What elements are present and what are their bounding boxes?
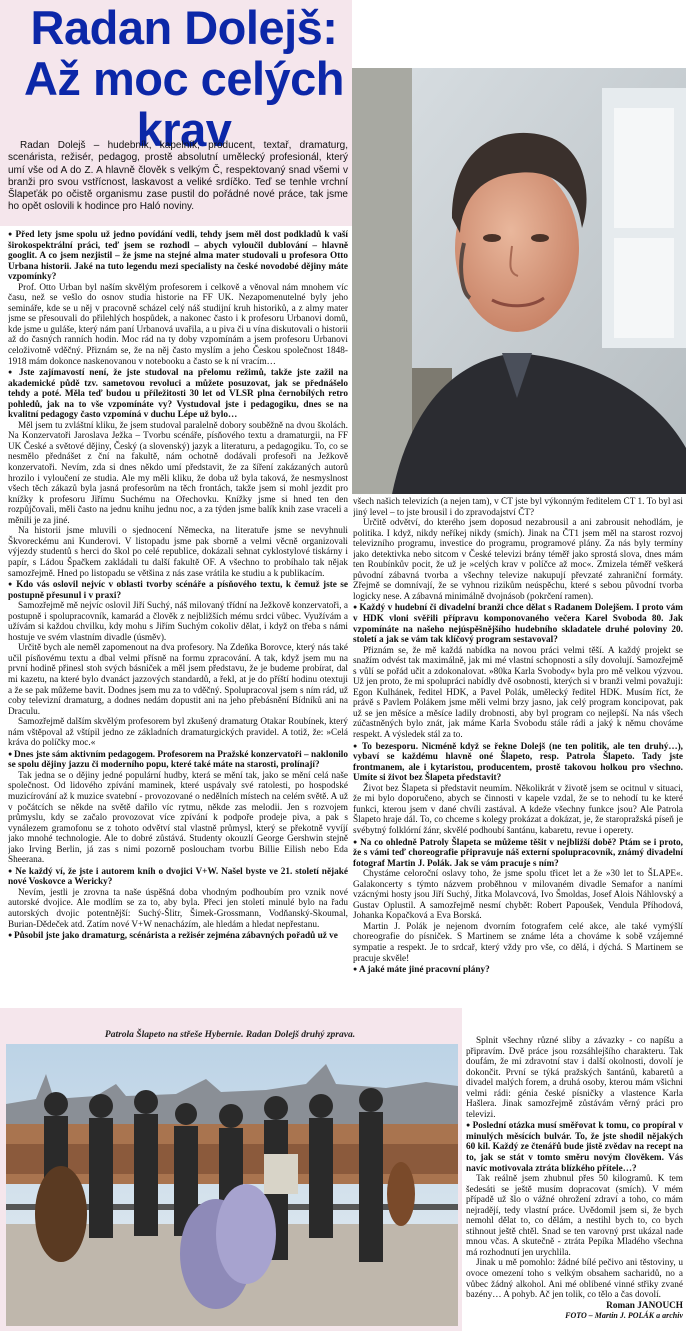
interview-question: ● Kdo vás oslovil nejvíc v oblasti tvorby scénáře a písňového textu, k čemuž jste se postupně přesunul i v praxi? (8, 579, 348, 601)
paragraph: všech našich televizích (a nejen tam), v ČT jste byl výkonným ředitelem ČT 1. To byl asi jiný level – to jste brousil i do zpravodajství ČT? (353, 497, 683, 518)
article-column-1 (8, 229, 348, 1029)
paragraph: Samozřejmě dalším skvělým profesorem byl zkušený dramaturg Otakar Roubínek, který nám vštěpoval až vštípil jedno ze základních dramaturgických pravidel. A totiž, že: »Celá kráva do políčky moc.« (8, 717, 348, 749)
paragraph: Tak reálně jsem zhubnul přes 50 kilogramů. K tem šedesáti se ještě musím dopracovat (smích). V mém případě už šlo o vážné ohrožení zdraví a toho, co mám nejradějí, tedy vlastní práce. Uvědomil jsem si, že bych nemohl dělat to, co dělám, a nestihl bych to, co bych stihnout ještě chtěl. Snad se ten varovný prst ukázal nade mnou včas. A skutečně - ztráta Pepíka Mladého všechna má rozhodnutí jen urychlila. (466, 1174, 683, 1258)
paragraph: Jinak u mě pomohlo: žádné bílé pečivo ani těstoviny, u ovoce omezení toho s velkým obsahem sacharidů, no a vůbec žádný alkohol. Ani mé oblíbené vinné střiky zvané bazény… A pohyb. Ač jen tolik, co tělo a čas dovolí. (466, 1258, 683, 1301)
interview-question: ● Působil jste jako dramaturg, scénárista a režisér zejména zábavných pořadů už ve (8, 930, 348, 942)
photo-credit: FOTO – Martin J. POLÁK a archiv (565, 1311, 683, 1321)
lead-paragraph: Radan Dolejš – hudebník, kapelník, producent, textař, dramaturg, scenárista, režisér, pedagog, prostě absolutní umělecký profesionál, který umí vše od A do Z. A hlavně člověk s velkým Č, respektovaný snad všemi v branži pro svou vstřícnost, laskavost a veliké srdíčko. Teď se tenhle vrchní Šlapeťák po očistě organismu zase pustil do pořádné nové práce, tak jsme ho opět oslovili k hodince pro Haló noviny. (8, 140, 348, 213)
paragraph: Martin J. Polák je nejenom dvorním fotografem celé akce, ale také vymýšlí choreografie do písniček. S Martinem se známe léta a chováme k sobě vzájemné sympatie a respekt. Je to srdcař, který vždy pro vše, co dělá, i dýchá. S Martinem se pracuje skvěle! (353, 921, 683, 964)
paragraph: Tak jedna se o dějiny jedné populární hudby, která se mění tak, jako se mění celá naše společnost. Od lidového zpívání maminek, které uspávaly své ratolesti, po hospodské muzicírování až k muzice svatební - provozované o nedělních místech na celém světě. A už v počátcích se někde na světě dařilo víc rytmu, někde zas melodii. Jen s rozvojem průmyslu, kdy se začalo provozovat více zpívání k podpoře prodeje piva, a pak s vynálezem gramofonu se z tohoto odvětví stal vlastně průmysl, který se překotně vyvíjí jako mnohé technologie. Ale to dobré zůstává. Studenty okouzlí George Gershwin stejně jako Irving Berlin, já zas s nimi pozorně posloucham tvorbu Billie Eilish nebo Eda Sheerana. (8, 770, 348, 866)
paragraph: Přiznám se, že mě každá nabídka na novou práci velmi těší. A každý projekt se snažím odvést tak maximálně, jak mi mé vlastní schopnosti a síly dovolují. Samozřejmě s vůlí se pořád učit a zdokonalovat. »80ka Karla Svobody« byla pro mě velkou výzvou. Už jen proto, že mi spolupráci nabídly dvě osobnosti, kterých si v branži velmi považuji: Egon Kulhánek, ředitel HDK, a Pavel Polák, umělecký ředitel HDK. Musím říct, že právě s Pavlem Polákem jsme měli velmi brzy jasno, jak celý program koncipovat, pak už se jen měsíce a měsíce ladily drobnosti, aby byl program co nejlepší. Na nás všech zúčastněných bylo znát, jak máme Karla Svobodu stále rádi a jaký k němu chováme respekt. A výsledek stál za to. (353, 645, 683, 741)
group-photo (6, 1044, 458, 1326)
interview-question: ● Ne každý ví, že jste i autorem knih o dvojici V+W. Našel byste ve 21. století nějaké nové Voskovce a Wericky? (8, 866, 348, 888)
group-photo-illustration (6, 1044, 458, 1326)
paragraph: Prof. Otto Urban byl naším skvělým profesorem i celkově a věnoval nám mnohem víc času, než se vešlo do osnov studia historie na FF UK. Nezapomenutelné byly jeho semináře, kde se u něj v pracovně scházel celý náš studijní kruh historiků, a z almy mater jsme se přesouvali do přilehlých hospůdek, a nakonec často i k profesoru Urbanovi domů, kde jsme u guláše, který nám paní Urbanová uvařila, a u piva či u vína diskutovali o historii až do časných ranních hodin. Moc rád na ty doby vzpomínám a jsem profesoru Urbanovi celoživotně vděčný. Přiznám se, že na něj často myslím a jeho Českou společnost 1848-1918 mám dokonce naskenovanou v notebooku a často se k ní vracím… (8, 282, 348, 367)
paragraph: Splnit všechny různé sliby a závazky - co napíšu a připravím. Dvě práce jsou rozsáhlejšího charakteru. Tak doufám, že mi zdravotní stav i další okolnosti, dovolí je dokončit. První se týká pražských šantánů, kabaretů a divadel malých forem, a druhá osoby, kterou mám všichni velmi rádi: génia české písničky a vlastence Karla Hašlera. Jinak samozřejmě zůstávám věrný práci pro televizi. (466, 1036, 683, 1120)
paragraph: Život bez Šlapeta si představit neumím. Několikrát v životě jsem se ocitnul v situaci, že mi bylo doporučeno, abych se činnosti v kapele vzdal, že se to nehodí tu ke které funkci, kterou jsem v dané chvíli zastával. A kdeže všechny funkce jsou? Ale Patrola Šlapeto hraje dál. To, co chceme s kolegy prokázat a dokázat, je, že staropražská píseň je svébytný folklórní žánr, skvělé podhoubí šantánu, kabaretu, revue i operety. (353, 783, 683, 836)
interview-question: ● To bezesporu. Nicméně když se řekne Dolejš (ne ten politik, ale ten druhý…), vybaví se každému hlavně oné Šlapeto, resp. Patrola Šlapeto. Tady jste frontmanem, ale i kytaristou, producentem, prostě takovou holkou pro všechno. Umíte si život bez Šlapeta představit? (353, 741, 683, 784)
author-signature: Roman JANOUCH (606, 1300, 683, 1311)
paragraph: Určitě odvětví, do kterého jsem doposud nezabrousil a ani zabrousit nehodlám, je politika. I když, nikdy neříkej nikdy (smích). Jinak na ČT1 jsem měl na starost rozvoj televizního programu, investice do programu, programové plány. Za nás byly termíny jako detektivka nebo sitcom v České televizi brány téměř jako sprostá slova, dnes mám ten Roubínkův pocit, že už je »celých krav v políčce až moc«. Zmizela téměř veškerá původní zábavná tvorba a všechny televize nakupují převzaté zahraniční formáty. Zřejmě se domnívají, že se vyhnou rizikům neúspěchu, které s sebou původní tvorba logicky nese. A zábavná minimálně dvojnásob (pokrčení ramen). (353, 518, 683, 602)
paragraph: Určitě bych ale neměl zapomenout na dva profesory. Na Zdeňka Borovce, který nás také učil písňovému textu a dbal velmi přísně na formu zpracování. A tak, když jsem mu na první hodině přinesl stoh svých básniček a měl jsem představu, že je budeme probírat, dal mi kazetu, na které bylo dvanáct jazzových standardů, a řekl, at je do příští hodinu otextuji a že se pak můžeme bavit. Dodnes jsem mu za to vděčný. Spolupracoval jsem s ním rád, už coby televizní dramaturg, a dodnes nedám dopustit ani na jeho přebásnění Bídníků ani na Draculu. (8, 643, 348, 717)
paragraph: Chystáme celoroční oslavy toho, že jsme spolu třicet let a že »30 let to ŠLAPE«. Galakoncerty s týmto názvem proběhnou v milovaném divadle Semafor a naními vzácnými hosty jsou Jiří Suchý, Jitka Molavcová, Ivo Šmoldas, Josef Alois Náhlovský a Gustav Oplustil. A samozřejmě nesmí chybět: Robert Papoušek, Vendula Příhodová, Johanka Kopačková a Eva Borská. (353, 869, 683, 922)
interview-question: ● Jste zajímavostí není, že jste studoval na přelomu režimů, takže jste zažil na akademické půdě tzv. sametovou revoluci a můžete posuzovat, jak se přednášelo tehdy a poté. Měla teď budou u příležitosti 30 let od VLSR plna černobílých retro pohledů, jak na to vše vzpomínáte vy? Vystudoval jste i pedagogiku, dnes se na kvalitní pedagogy často vzpomíná v duchu Lépe už bylo… (8, 367, 348, 421)
paragraph: Měl jsem tu zvláštní kliku, že jsem studoval paralelně dobory souběžně na dvou školách. Na Konzervatoři Jaroslava Ježka – Tvorbu scénáře, písňového textu a dramaturgii, na FF UK České a světové dějiny, Český (a slovenský) jazyk a literaturu, a pedagogiku. To, co se nesmělo přednášet z ční na fakultě, nám ochotně dodávali profesoři na Ježkově konzervatoři. Nevím, zda si dnes někdo umí představit, že za šíření zakázaných autorů hrozilo i vyloučení ze studia. Ale my měli kliku, že doba už byla taková, že nesmyslnost všech těch zákazů byla jasná profesorům na těch frontách, takže jsem si mohl jezdit pro knížky k profesoru Jiřímu Suchému na Ořechovku. Knížky jsme si hned ten den rozpůjčovali, měli často na jednu knihu jednu noc, a za týden jsme balík knih zase vraceli a měnili je za jiné. (8, 420, 348, 526)
interview-question: ● Na co ohledně Patroly Šlapeta se můžeme těšit v nejbližší době? Ptám se i proto, že s vámi teď choreografie připravuje náš externí spolupracovník, známý divadelní fotograf Martin J. Polák. Jak se vám pracuje s ním? (353, 837, 683, 870)
interview-question: ● Před lety jsme spolu už jedno povídání vedli, tehdy jsem měl dost podkladů k vaší širokospektrální práci, teď jsem se rozhodl – abych vyloučil dublování – hlavně googlit. A co jsem nezjistil – že jsme na stejné alma mater studovali u profesora Otto Urbana historii. Jaké na tuto legendu mezi specialisty na české novodobé dějiny máte vzpomínky? (8, 229, 348, 283)
interview-question: ● Poslední otázka musí směřovat k tomu, co propíral v minulých měsících bulvár. To, že jste shodil nějakých 60 kil. Každý ze čtenářů bude jistě zvědav na recept na to, jak se stát v tomto směru novým člověkem. Vás navíc motivovala ztráta blízkého přítele…? (466, 1120, 683, 1174)
paragraph: Nevím, jestli je zrovna ta naše úspěšná doba vhodným podhoubím pro vznik nové autorské dvojice. Ale modlím se za to, aby byla. Přeci jen století minulé bylo na řadu autorských dvojic potentnější: Suchý-Šlitr, Šimek-Grossmann, Vodňanský-Skoumal, Burian-Dědeček atd. Zatím nové V+W nenacházím, ale hledám a hledat nepřestanu. (8, 887, 348, 930)
article-column-3 (466, 1036, 683, 1328)
interview-question: ● Dnes jste sám aktivním pedagogem. Profesorem na Pražské konzervatoři – naklonilo se spolu dějiny jazzu či moderního popu, které také máte na starosti, prolínají? (8, 749, 348, 771)
portrait-illustration (352, 68, 686, 494)
paragraph: Samozřejmě mě nejvíc oslovil Jiří Suchý, náš milovaný třídní na Ježkově konzervatoři, a postupně i spolupracovník, kamarád a člověk z nejbližších mému srdci vůbec. Využívám a užívám si každou chvilku, kdy mohu s Jiřím Suchým cokoliv dělat, i když on třeba s námi hostuje ve svém vlastním divadle (úsměv). (8, 601, 348, 643)
portrait-photo (352, 68, 686, 494)
interview-question: ● A jaké máte jiné pracovní plány? (353, 964, 683, 976)
headline: Radan Dolejš: Až moc celých krav (23, 1, 345, 156)
interview-question: ● Každý v hudební či divadelní branži chce dělat s Radanem Dolejšem. I proto vám v HDK vloni svěřili přípravu komponovaného večera Karel Svoboda 80. Jak vzpomínáte na našeho nejúspěšnějšího hudebního skladatele druhé poloviny 20. století a jak se vám tak klíčový program sestavoval? (353, 602, 683, 645)
photo-caption: Patrola Šlapeto na střeše Hybernie. Radan Dolejš druhý zprava. (104, 1030, 356, 1040)
article-column-2 (353, 497, 683, 1032)
paragraph: Na historii jsme mluvili o sjednocení Německa, na literatuře jsme se nevyhnuli Škvoreckému ani Kunderovi. V listopadu jsme pak sborně a velmi věcně organizovali výjezdy studentů s herci do škol po celé republice, dokázali sehnat cyklostylové tiskárny i papír, s Ládou Špačkem zakládali tu další fakultě OF. A všechno to probíhalo tak nějak samozřejmě. Hned po listopadu se většina z nás zase vrátila ke studiu a k publikacím. (8, 526, 348, 579)
